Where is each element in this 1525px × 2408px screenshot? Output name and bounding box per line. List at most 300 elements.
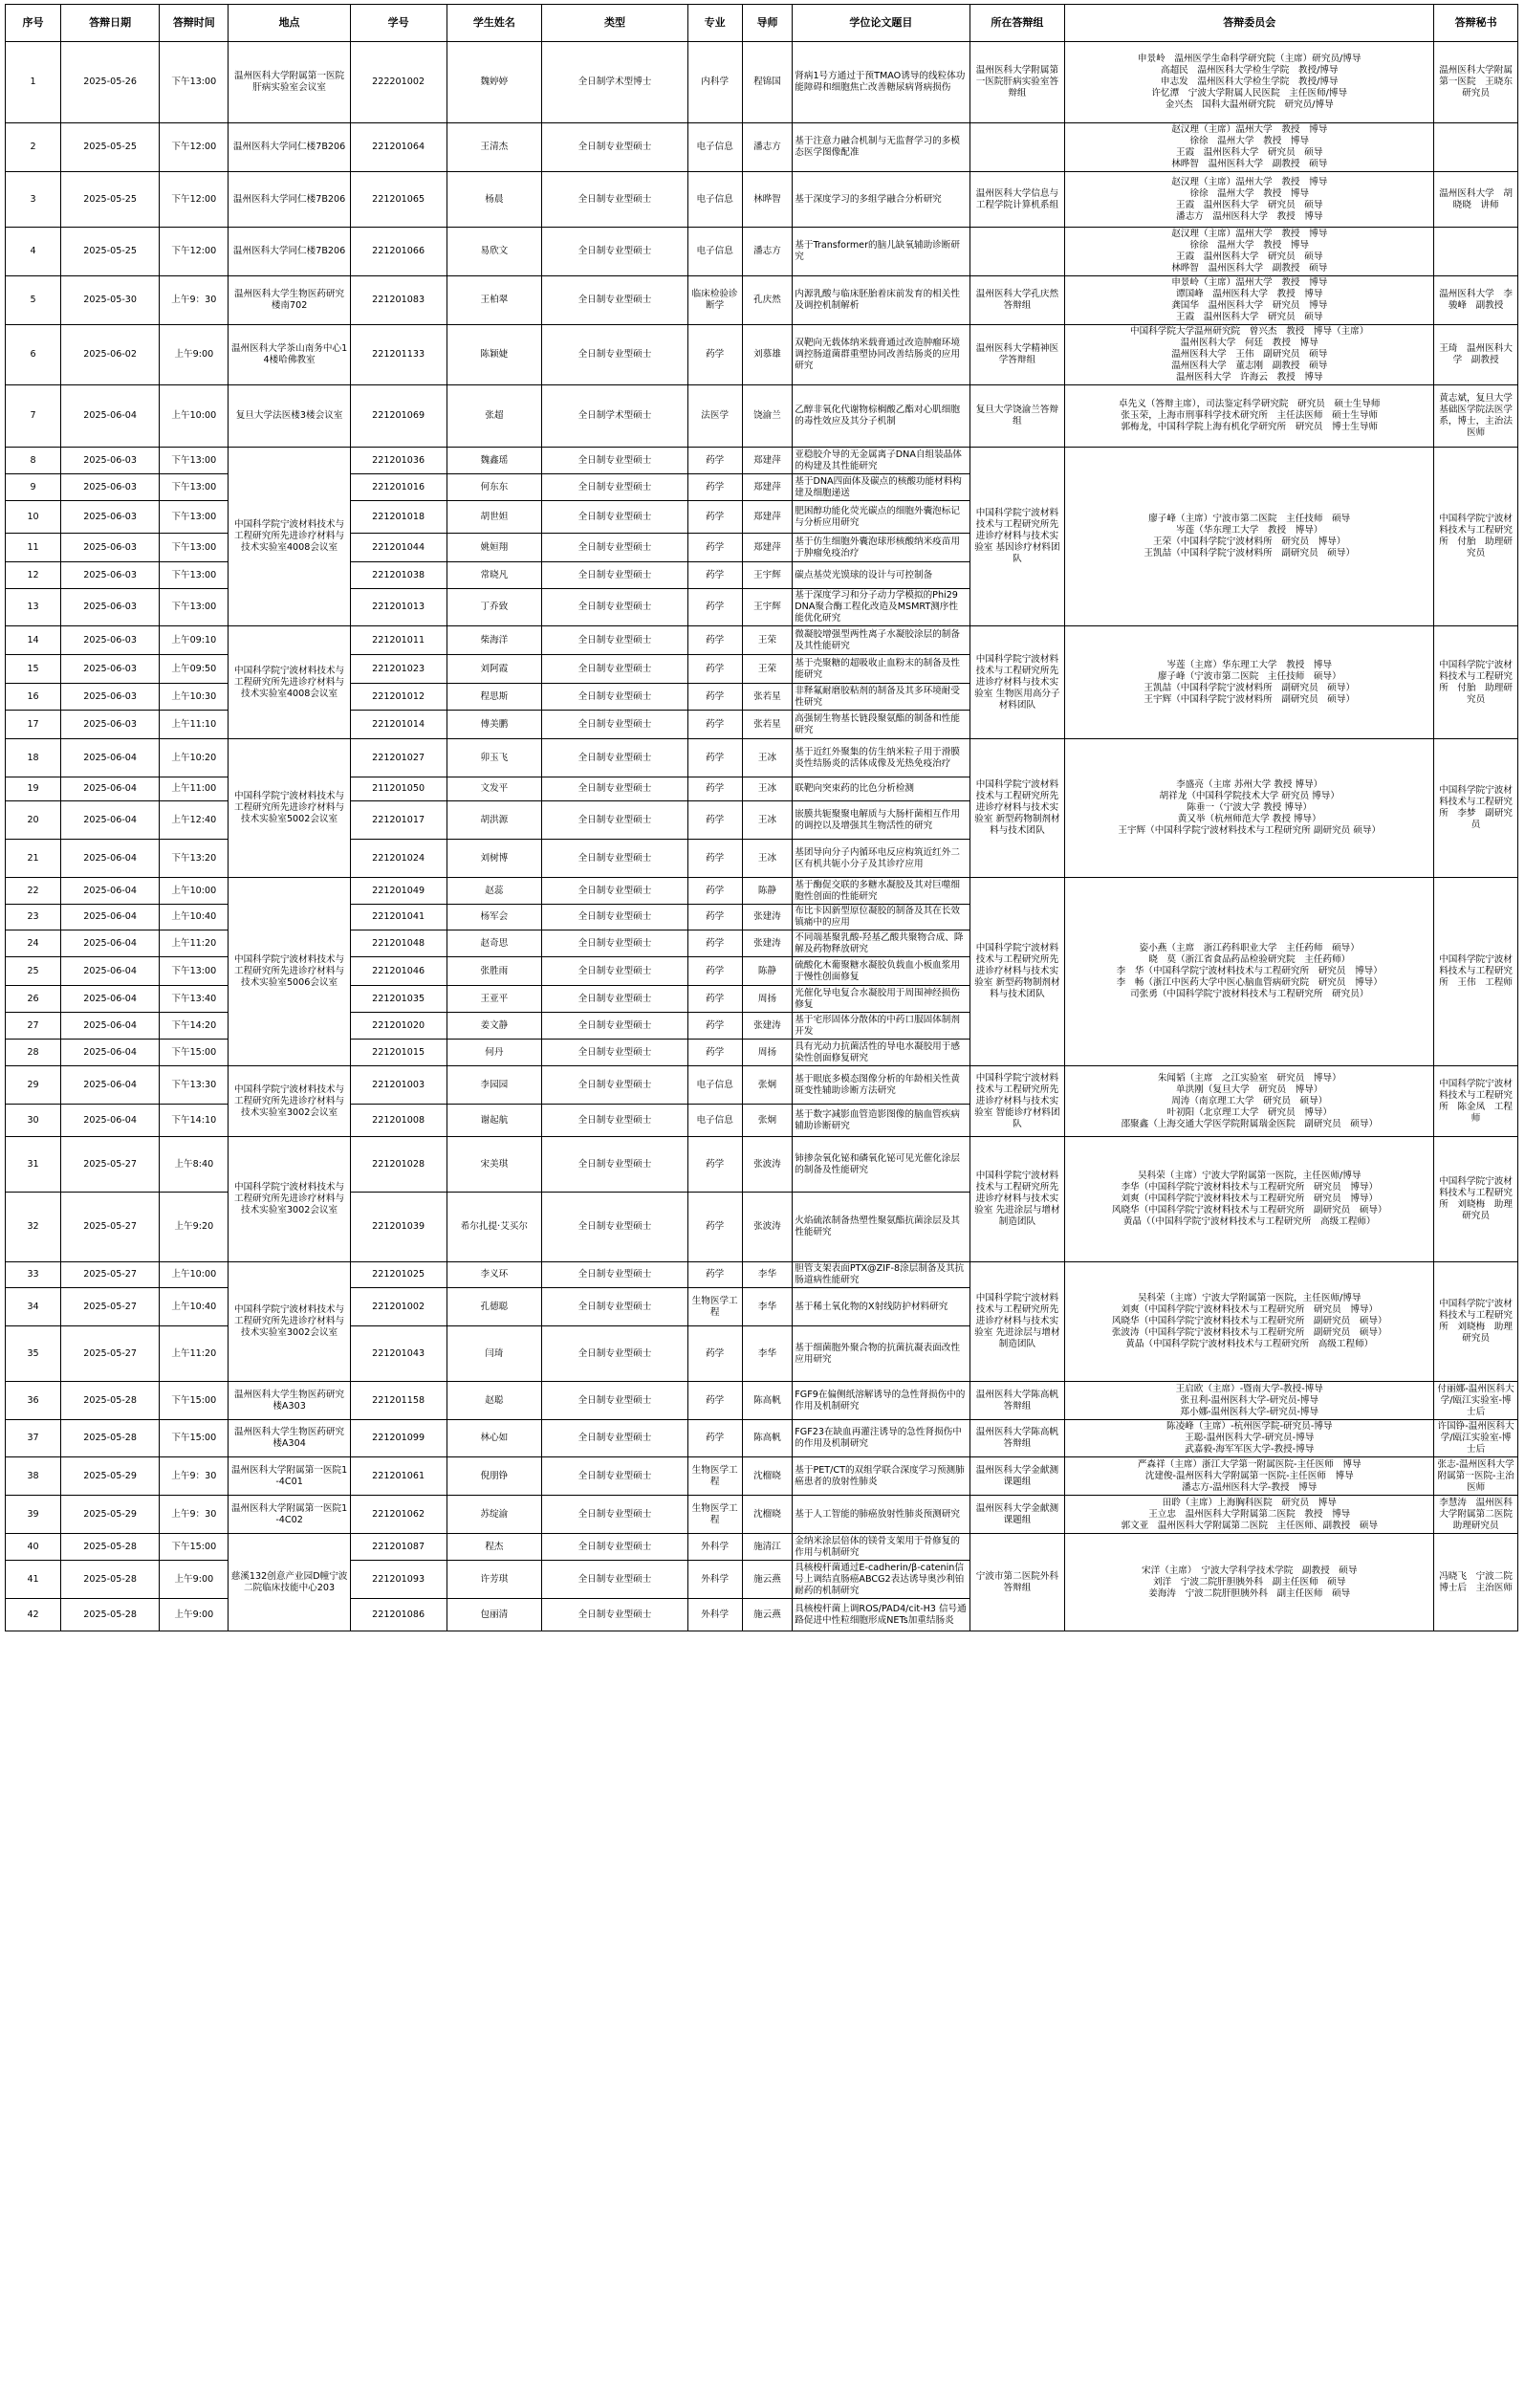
committee-members: 吴科荣（主席）宁波大学附属第一医院，主任医师/博导 李华（中国科学院宁波材料技术与工程研究所 研究员 博导） 刘爽（中国科学院宁波材料技术与工程研究所 研究员 博导） 风晓华（中国科学院宁波材料技术与工程研究所 副研究员 硕导） 黄晶（（中国科学院宁波材料技术与工程研究所 高级工程师）	[1065, 1137, 1434, 1262]
row-number: 38	[6, 1457, 61, 1496]
defense-date: 2025-06-04	[61, 986, 160, 1013]
row-number: 9	[6, 474, 61, 501]
header-place: 地点	[229, 5, 350, 42]
defense-time: 上午11:10	[160, 711, 229, 739]
student-id: 221201024	[350, 840, 447, 878]
table-row	[6, 276, 1518, 325]
defense-schedule-table	[5, 4, 1522, 1631]
defense-date: 2025-06-03	[61, 534, 160, 562]
major: 临床检验诊断学	[687, 276, 742, 325]
committee-members: 田聆（主席）上海胸科医院 研究员 博导 王立忠 温州医科大学附属第二医院 教授 博导 郭文亚 温州医科大学附属第二医院 主任医师、副教授 硕导	[1065, 1496, 1434, 1534]
student-id: 221201065	[350, 172, 447, 228]
defense-secretary: 中国科学院宁波材料技术与工程研究所 李梦 副研究员	[1434, 739, 1518, 878]
committee-members: 朱闻韬（主席 之江实验室 研究员 博导） 单洪刚（复旦大学 研究员 博导） 周涛（南京理工大学 研究员 硕导） 叶初阳（北京理工大学 研究员 博导） 邵聚鑫（上海交通大学医学院附属瑞金医院 副研究员 硕导）	[1065, 1066, 1434, 1137]
defense-place: 中国科学院宁波材料技术与工程研究所先进诊疗材料与技术实验室5002会议室	[229, 739, 350, 878]
row-number: 42	[6, 1599, 61, 1631]
degree-type: 全日制专业型硕士	[542, 534, 687, 562]
tutor: 饶渝兰	[742, 385, 793, 448]
student-id: 221201069	[350, 385, 447, 448]
tutor: 施云燕	[742, 1561, 793, 1599]
defense-time: 上午10:40	[160, 1288, 229, 1326]
table-row	[6, 448, 1518, 474]
defense-panel	[969, 228, 1065, 276]
tutor: 林晔智	[742, 172, 793, 228]
defense-date: 2025-06-03	[61, 474, 160, 501]
table-row	[6, 172, 1518, 228]
tutor: 张建涛	[742, 1013, 793, 1040]
committee-members: 岑莲（主席）华东理工大学 教授 博导 廖子峰（宁波市第二医院 主任技师 硕导） 王凯喆（中国科学院宁波材料所 副研究员 硕导） 王宇辉（中国科学院宁波材料所 副研究员 硕导）	[1065, 626, 1434, 739]
student-name: 胡世妲	[447, 501, 542, 534]
degree-type: 全日制专业型硕士	[542, 801, 687, 840]
defense-time: 下午13:00	[160, 957, 229, 986]
thesis-title: 基于细菌胞外聚合物的抗菌抗凝表面改性应用研究	[793, 1326, 969, 1382]
tutor: 王冰	[742, 801, 793, 840]
defense-secretary: 中国科学院宁波材料技术与工程研究所 刘晓梅 助理研究员	[1434, 1137, 1518, 1262]
thesis-title: 双靶向无载体纳米载膏通过改造肿瘤环境调控肠道菌群重塑协同改善结肠炎的应用研究	[793, 325, 969, 385]
defense-place: 温州医科大学生物医药研究楼A304	[229, 1420, 350, 1457]
degree-type: 全日制专业型硕士	[542, 1193, 687, 1262]
defense-place: 温州医科大学附属第一医院1-4C02	[229, 1496, 350, 1534]
tutor: 刘慕雄	[742, 325, 793, 385]
student-id: 221201043	[350, 1326, 447, 1382]
thesis-title: 基于人工智能的肺癌放射性肺炎预测研究	[793, 1496, 969, 1534]
student-name: 李园园	[447, 1066, 542, 1105]
degree-type: 全日制专业型硕士	[542, 276, 687, 325]
header-time: 答辩时间	[160, 5, 229, 42]
row-number: 14	[6, 626, 61, 655]
thesis-title: 基于近红外聚集的仿生纳米粒子用于滑膜炎性结肠炎的活体成像及光热免疫治疗	[793, 739, 969, 777]
table-row	[6, 228, 1518, 276]
defense-panel: 温州医科大学精神医学答辩组	[969, 325, 1065, 385]
defense-date: 2025-06-03	[61, 448, 160, 474]
committee-members: 赵汉理（主席）温州大学 教授 博导 徐徐 温州大学 教授 博导 王霞 温州医科大学 研究员 硕导 潘志方 温州医科大学 教授 博导	[1065, 172, 1434, 228]
student-name: 许芳琪	[447, 1561, 542, 1599]
defense-time: 下午13:00	[160, 501, 229, 534]
defense-secretary: 中国科学院宁波材料技术与工程研究所 付胎 助理研究员	[1434, 448, 1518, 626]
table-row	[6, 1534, 1518, 1561]
defense-date: 2025-05-27	[61, 1137, 160, 1193]
student-name: 苏绽渝	[447, 1496, 542, 1534]
tutor: 潘志方	[742, 123, 793, 172]
defense-panel: 中国科学院宁波材料技术与工程研究所先进诊疗材料与技术实验室 新型药物制剂材料与技术团队	[969, 739, 1065, 878]
degree-type: 全日制专业型硕士	[542, 1262, 687, 1288]
degree-type: 全日制专业型硕士	[542, 562, 687, 589]
tutor: 张炯	[742, 1105, 793, 1137]
degree-type: 全日制学术型硕士	[542, 385, 687, 448]
defense-time: 下午12:00	[160, 228, 229, 276]
defense-time: 上午11:00	[160, 777, 229, 801]
student-id: 221201087	[350, 1534, 447, 1561]
degree-type: 全日制专业型硕士	[542, 589, 687, 626]
tutor: 郑建萍	[742, 474, 793, 501]
header-row	[6, 5, 1518, 42]
tutor: 王荣	[742, 626, 793, 655]
row-number: 13	[6, 589, 61, 626]
defense-time: 下午13:20	[160, 840, 229, 878]
tutor: 郑建萍	[742, 448, 793, 474]
defense-time: 上午10:00	[160, 1262, 229, 1288]
student-id: 221201099	[350, 1420, 447, 1457]
table-row	[6, 1137, 1518, 1193]
defense-date: 2025-06-03	[61, 711, 160, 739]
defense-secretary: 中国科学院宁波材料技术与工程研究所 陈金凤 工程师	[1434, 1066, 1518, 1137]
defense-panel: 中国科学院宁波材料技术与工程研究所先进诊疗材料与技术实验室 先进涂层与增材制造团队	[969, 1262, 1065, 1382]
major: 药学	[687, 1013, 742, 1040]
student-name: 丁乔致	[447, 589, 542, 626]
defense-time: 上午11:20	[160, 930, 229, 957]
major: 药学	[687, 957, 742, 986]
degree-type: 全日制学术型博士	[542, 42, 687, 123]
defense-place: 温州医科大学附属第一医院 肝病实验室会议室	[229, 42, 350, 123]
student-name: 柴海洋	[447, 626, 542, 655]
defense-secretary: 许国铮-温州医科大学/瓯江实验室-博士后	[1434, 1420, 1518, 1457]
thesis-title: 肥困醇功能化荧光碳点的细胞外囊泡标记与分析应用研究	[793, 501, 969, 534]
student-id: 221201016	[350, 474, 447, 501]
student-name: 傅美鹏	[447, 711, 542, 739]
row-number: 12	[6, 562, 61, 589]
defense-date: 2025-06-04	[61, 777, 160, 801]
defense-time: 下午15:00	[160, 1382, 229, 1420]
defense-date: 2025-06-04	[61, 930, 160, 957]
student-name: 易欣文	[447, 228, 542, 276]
row-number: 30	[6, 1105, 61, 1137]
student-id: 221201027	[350, 739, 447, 777]
thesis-title: FGF9在偏侧纸溶解诱导的急性肾损伤中的作用及机制研究	[793, 1382, 969, 1420]
student-id: 221201011	[350, 626, 447, 655]
defense-date: 2025-06-02	[61, 325, 160, 385]
thesis-title: 肾病1号方通过于预TMAO诱导的线粒体功能障碍和细胞焦亡改善糖尿病肾病损伤	[793, 42, 969, 123]
degree-type: 全日制专业型硕士	[542, 930, 687, 957]
degree-type: 全日制专业型硕士	[542, 684, 687, 711]
tutor: 王冰	[742, 739, 793, 777]
thesis-title: 碳点基荧光馍球的设计与可控制备	[793, 562, 969, 589]
defense-secretary: 温州医科大学 李骏峰 副教授	[1434, 276, 1518, 325]
defense-time: 下午14:10	[160, 1105, 229, 1137]
thesis-title: 硫酸化木葡聚糖水凝胶负载血小板血浆用于慢性创面修复	[793, 957, 969, 986]
degree-type: 全日制专业型硕士	[542, 626, 687, 655]
student-id: 221201041	[350, 905, 447, 930]
student-id: 221201048	[350, 930, 447, 957]
tutor: 张建涛	[742, 905, 793, 930]
defense-time: 上午9:20	[160, 1193, 229, 1262]
row-number: 25	[6, 957, 61, 986]
student-name: 王清杰	[447, 123, 542, 172]
defense-place: 中国科学院宁波材料技术与工程研究所先进诊疗材料与技术实验室3002会议室	[229, 1137, 350, 1262]
major: 药学	[687, 840, 742, 878]
row-number: 24	[6, 930, 61, 957]
thesis-title: 嵌膜共轭聚聚电解质与大肠杆菌相互作用的调控以及增强其生物活性的研究	[793, 801, 969, 840]
student-name: 姜文静	[447, 1013, 542, 1040]
defense-date: 2025-05-28	[61, 1561, 160, 1599]
row-number: 10	[6, 501, 61, 534]
major: 药学	[687, 739, 742, 777]
defense-date: 2025-05-27	[61, 1326, 160, 1382]
student-name: 何东东	[447, 474, 542, 501]
degree-type: 全日制专业型硕士	[542, 986, 687, 1013]
thesis-title: 具核梭杆菌上调ROS/PAD4/cit-H3 信号通路促进中性粒细胞形成NETs加重结肠炎	[793, 1599, 969, 1631]
major: 药学	[687, 1040, 742, 1066]
tutor: 施云燕	[742, 1599, 793, 1631]
student-name: 杨晨	[447, 172, 542, 228]
committee-members: 赵汉理（主席）温州大学 教授 博导 徐徐 温州大学 教授 博导 王霞 温州医科大学 研究员 硕导 林晔智 温州医科大学 副教授 硕导	[1065, 123, 1434, 172]
defense-place: 中国科学院宁波材料技术与工程研究所先进诊疗材料与技术实验室5006会议室	[229, 878, 350, 1066]
table-row	[6, 325, 1518, 385]
student-id: 221201133	[350, 325, 447, 385]
major: 电子信息	[687, 1066, 742, 1105]
student-id: 221201083	[350, 276, 447, 325]
student-name: 胡洪源	[447, 801, 542, 840]
thesis-title: 基于宅形固体分散体的中药口服固体制剂开发	[793, 1013, 969, 1040]
degree-type: 全日制专业型硕士	[542, 840, 687, 878]
student-name: 王亚平	[447, 986, 542, 1013]
defense-date: 2025-06-04	[61, 1013, 160, 1040]
committee-members: 廖子峰（主席）宁波市第二医院 主任技师 硕导 岑莲（华东理工大学 教授 博导） 王荣（中国科学院宁波材料所 研究员 博导） 王凯喆（中国科学院宁波材料所 副研究员 硕导）	[1065, 448, 1434, 626]
student-id: 211201050	[350, 777, 447, 801]
defense-date: 2025-06-03	[61, 589, 160, 626]
degree-type: 全日制专业型硕士	[542, 905, 687, 930]
student-name: 王柏翠	[447, 276, 542, 325]
major: 生物医学工程	[687, 1288, 742, 1326]
header-type: 类型	[542, 5, 687, 42]
defense-panel: 中国科学院宁波材料技术与工程研究所先进诊疗材料与技术实验室 生物医用高分子材料团队	[969, 626, 1065, 739]
defense-secretary	[1434, 228, 1518, 276]
thesis-title: 金纳米涂层倍体的镁骨支架用于骨修复的作用与机制研究	[793, 1534, 969, 1561]
major: 外科学	[687, 1561, 742, 1599]
defense-panel: 复旦大学饶渝兰答辩组	[969, 385, 1065, 448]
defense-time: 下午13:00	[160, 42, 229, 123]
defense-date: 2025-06-04	[61, 1040, 160, 1066]
table-row	[6, 1457, 1518, 1496]
student-id: 221201035	[350, 986, 447, 1013]
tutor: 陈静	[742, 957, 793, 986]
defense-date: 2025-05-29	[61, 1496, 160, 1534]
thesis-title: 基于酶促交联的多糖水凝胶及其对巨噬细胞性创面的性能研究	[793, 878, 969, 905]
thesis-title: 亚稳胶介导的无金属离子DNA自组装晶体的构建及其性能研究	[793, 448, 969, 474]
degree-type: 全日制专业型硕士	[542, 474, 687, 501]
defense-date: 2025-05-27	[61, 1193, 160, 1262]
student-name: 林心如	[447, 1420, 542, 1457]
major: 药学	[687, 474, 742, 501]
table-row	[6, 1066, 1518, 1105]
defense-time: 上午10:30	[160, 684, 229, 711]
degree-type: 全日制专业型硕士	[542, 1137, 687, 1193]
defense-place: 中国科学院宁波材料技术与工程研究所先进诊疗材料与技术实验室4008会议室	[229, 448, 350, 626]
student-name: 张胜雨	[447, 957, 542, 986]
row-number: 19	[6, 777, 61, 801]
major: 药学	[687, 930, 742, 957]
row-number: 33	[6, 1262, 61, 1288]
major: 药学	[687, 684, 742, 711]
row-number: 11	[6, 534, 61, 562]
table-row	[6, 1262, 1518, 1288]
defense-date: 2025-06-03	[61, 655, 160, 684]
defense-time: 下午13:40	[160, 986, 229, 1013]
defense-panel: 中国科学院宁波材料技术与工程研究所先进诊疗材料与技术实验室 先进涂层与增材制造团队	[969, 1137, 1065, 1262]
major: 药学	[687, 501, 742, 534]
major: 药学	[687, 655, 742, 684]
student-id: 221201018	[350, 501, 447, 534]
defense-date: 2025-05-25	[61, 228, 160, 276]
student-name: 赵奇思	[447, 930, 542, 957]
tutor: 李华	[742, 1288, 793, 1326]
student-name: 宋美琪	[447, 1137, 542, 1193]
defense-time: 上午10:00	[160, 385, 229, 448]
tutor: 张建涛	[742, 930, 793, 957]
table-row	[6, 878, 1518, 905]
major: 生物医学工程	[687, 1457, 742, 1496]
defense-time: 上午9：30	[160, 1496, 229, 1534]
student-id: 221201086	[350, 1599, 447, 1631]
defense-date: 2025-06-04	[61, 739, 160, 777]
degree-type: 全日制专业型硕士	[542, 228, 687, 276]
defense-secretary: 中国科学院宁波材料技术与工程研究所 刘晓梅 助理研究员	[1434, 1262, 1518, 1382]
defense-time: 上午10:40	[160, 905, 229, 930]
defense-date: 2025-05-30	[61, 276, 160, 325]
tutor: 陈静	[742, 878, 793, 905]
major: 药学	[687, 562, 742, 589]
defense-time: 上午9:00	[160, 1561, 229, 1599]
degree-type: 全日制专业型硕士	[542, 878, 687, 905]
thesis-title: 具有光动力抗菌活性的导电水凝胶用于感染性创面修复研究	[793, 1040, 969, 1066]
committee-members: 中国科学院大学温州研究院 曾兴杰 教授 博导（主席） 温州医科大学 何廷 教授 博导 温州医科大学 王伟 副研究员 硕导 温州医科大学 董志刚 副教授 硕导 温州医科大学 许海云 教授 博导	[1065, 325, 1434, 385]
defense-panel	[969, 123, 1065, 172]
major: 药学	[687, 777, 742, 801]
row-number: 3	[6, 172, 61, 228]
defense-place: 温州医科大学同仁楼7B206	[229, 228, 350, 276]
degree-type: 全日制专业型硕士	[542, 957, 687, 986]
row-number: 36	[6, 1382, 61, 1420]
degree-type: 全日制专业型硕士	[542, 448, 687, 474]
tutor: 王荣	[742, 655, 793, 684]
row-number: 34	[6, 1288, 61, 1326]
row-number: 8	[6, 448, 61, 474]
defense-time: 下午13:00	[160, 534, 229, 562]
table-row	[6, 1496, 1518, 1534]
committee-members: 申景岭（主席）温州大学 教授 博导 谭国峰 温州医科大学 教授 博导 龚国华 温州医科大学 研究员 博导 王霞 温州医科大学 研究员 硕导	[1065, 276, 1434, 325]
student-name: 赵聪	[447, 1382, 542, 1420]
defense-panel: 中国科学院宁波材料技术与工程研究所先进诊疗材料与技术实验室 智能诊疗材料团队	[969, 1066, 1065, 1137]
header-thesis-title: 学位论文题目	[793, 5, 969, 42]
tutor: 施清江	[742, 1534, 793, 1561]
major: 药学	[687, 711, 742, 739]
header-major: 专业	[687, 5, 742, 42]
student-id: 221201038	[350, 562, 447, 589]
degree-type: 全日制专业型硕士	[542, 325, 687, 385]
degree-type: 全日制专业型硕士	[542, 777, 687, 801]
defense-panel: 中国科学院宁波材料技术与工程研究所先进诊疗材料与技术实验室 新型药物制剂材料与技术团队	[969, 878, 1065, 1066]
defense-secretary: 中国科学院宁波材料技术与工程研究所 付胎 助理研究员	[1434, 626, 1518, 739]
committee-members: 吴科荣（主席）宁波大学附属第一医院，主任医师/博导 刘爽（中国科学院宁波材料技术与工程研究所 研究员 博导） 风晓华（中国科学院宁波材料技术与工程研究所 副研究员 硕导） 张波涛（中国科学院宁波材料技术与工程研究所 副研究员 硕导） 黄晶（中国科学院宁波材料技术与工程研究所 高级工程师）	[1065, 1262, 1434, 1382]
defense-panel: 温州医科大学陈高帆答辩组	[969, 1382, 1065, 1420]
student-id: 221201062	[350, 1496, 447, 1534]
defense-secretary: 张志-温州医科大学附属第一医院-主治医师	[1434, 1457, 1518, 1496]
tutor: 潘志方	[742, 228, 793, 276]
row-number: 5	[6, 276, 61, 325]
major: 药学	[687, 905, 742, 930]
defense-place: 中国科学院宁波材料技术与工程研究所先进诊疗材料与技术实验室3002会议室	[229, 1066, 350, 1137]
thesis-title: 火焰硫浓制备热塑性聚氨酯抗菌涂层及其性能研究	[793, 1193, 969, 1262]
tutor: 张若星	[742, 684, 793, 711]
row-number: 26	[6, 986, 61, 1013]
defense-date: 2025-06-04	[61, 840, 160, 878]
row-number: 16	[6, 684, 61, 711]
defense-date: 2025-06-03	[61, 684, 160, 711]
defense-panel: 温州医科大学金献测课题组	[969, 1457, 1065, 1496]
student-name: 谢起航	[447, 1105, 542, 1137]
table-row	[6, 42, 1518, 123]
header-student-name: 学生姓名	[447, 5, 542, 42]
degree-type: 全日制专业型硕士	[542, 1496, 687, 1534]
degree-type: 全日制专业型硕士	[542, 501, 687, 534]
row-number: 32	[6, 1193, 61, 1262]
major: 药学	[687, 1326, 742, 1382]
student-name: 姚姮翔	[447, 534, 542, 562]
defense-panel: 温州医科大学陈高帆答辩组	[969, 1420, 1065, 1457]
student-id: 221201028	[350, 1137, 447, 1193]
row-number: 2	[6, 123, 61, 172]
student-name: 陈颖婕	[447, 325, 542, 385]
defense-time: 下午13:00	[160, 474, 229, 501]
defense-date: 2025-06-04	[61, 878, 160, 905]
degree-type: 全日制专业型硕士	[542, 1288, 687, 1326]
degree-type: 全日制专业型硕士	[542, 711, 687, 739]
degree-type: 全日制专业型硕士	[542, 1561, 687, 1599]
defense-panel: 温州医科大学信息与工程学院计算机系组	[969, 172, 1065, 228]
row-number: 37	[6, 1420, 61, 1457]
thesis-title: 基团导向分子内循环电反应构筑近红外二区有机共轭小分子及其诊疗应用	[793, 840, 969, 878]
tutor: 王冰	[742, 840, 793, 878]
tutor: 沈榴晓	[742, 1457, 793, 1496]
row-number: 27	[6, 1013, 61, 1040]
student-name: 魏婷婷	[447, 42, 542, 123]
table-row	[6, 626, 1518, 655]
major: 药学	[687, 1193, 742, 1262]
tutor: 李华	[742, 1326, 793, 1382]
defense-secretary: 黄志斌，复旦大学基础医学院法医学系，博士，主治法医师	[1434, 385, 1518, 448]
header-committee: 答辩委员会	[1065, 5, 1434, 42]
defense-time: 上午9：30	[160, 1457, 229, 1496]
defense-place: 复旦大学法医楼3楼会议室	[229, 385, 350, 448]
tutor: 张炯	[742, 1066, 793, 1105]
row-number: 22	[6, 878, 61, 905]
tutor: 程锦国	[742, 42, 793, 123]
defense-place: 慈溪132创意产业园D幢宁波二院临床技能中心203	[229, 1534, 350, 1631]
row-number: 41	[6, 1561, 61, 1599]
row-number: 6	[6, 325, 61, 385]
thesis-title: 基于数字减影血管造影图像的脑血管疾病辅助诊断研究	[793, 1105, 969, 1137]
student-name: 包丽清	[447, 1599, 542, 1631]
student-id: 222201002	[350, 42, 447, 123]
degree-type: 全日制专业型硕士	[542, 655, 687, 684]
defense-date: 2025-06-03	[61, 501, 160, 534]
defense-date: 2025-06-04	[61, 385, 160, 448]
student-name: 杨军会	[447, 905, 542, 930]
defense-date: 2025-06-04	[61, 957, 160, 986]
defense-time: 上午10:00	[160, 878, 229, 905]
student-id: 221201039	[350, 1193, 447, 1262]
thesis-title: FGF23在缺血再灌注诱导的急性肾损伤中的作用及机制研究	[793, 1420, 969, 1457]
defense-panel: 温州医科大学金献测课题组	[969, 1496, 1065, 1534]
degree-type: 全日制专业型硕士	[542, 1534, 687, 1561]
student-name: 程杰	[447, 1534, 542, 1561]
row-number: 17	[6, 711, 61, 739]
defense-panel: 中国科学院宁波材料技术与工程研究所先进诊疗材料与技术实验室 基因诊疗材料团队	[969, 448, 1065, 626]
student-name: 程思斯	[447, 684, 542, 711]
defense-date: 2025-06-03	[61, 562, 160, 589]
defense-time: 下午13:00	[160, 448, 229, 474]
thesis-title: 基于PET/CT的双组学联合深度学习预测肺癌患者的放射性肺炎	[793, 1457, 969, 1496]
thesis-title: 基于眼底多模态图像分析的年龄相关性黄斑变性辅助诊断方法研究	[793, 1066, 969, 1105]
